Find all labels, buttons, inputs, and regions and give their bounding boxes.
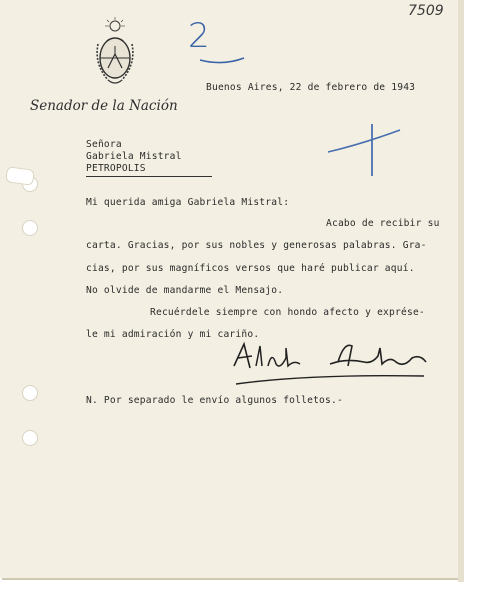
body-line: No olvide de mandarme el Mensajo. — [86, 285, 284, 296]
page-edge — [458, 0, 464, 582]
body-line: Recuérdele siempre con hondo afecto y exprése- — [150, 307, 425, 318]
date-line: Buenos Aires, 22 de febrero de 1943 — [206, 82, 416, 93]
letterhead-office: Senador de la Nación — [30, 98, 178, 114]
pencil-stroke-icon — [198, 44, 248, 68]
body-line: le mi admiración y mi cariño. — [86, 329, 260, 340]
body-line: carta. Gracias, por sus nobles y generosas palabras. Gra- — [86, 240, 427, 251]
postscript: N. Por separado le envío algunos folletos.- — [86, 395, 343, 406]
archive-number: 7509 — [408, 3, 444, 19]
body-line: cias, por sus magníficos versos que haré publicar aquí. — [86, 263, 415, 274]
recipient-name: Gabriela Mistral — [86, 151, 182, 162]
salutation: Mi querida amiga Gabriela Mistral: — [86, 197, 290, 208]
cross-mark-icon — [322, 120, 412, 180]
recipient-title: Señora — [86, 139, 122, 150]
pencil-number-mark: 2 — [188, 16, 210, 56]
body-line: Acabo de recibir su — [326, 218, 440, 229]
punch-hole — [22, 430, 38, 446]
punch-hole — [22, 385, 38, 401]
recipient-underline — [86, 176, 212, 177]
recipient-city: PETROPOLIS — [86, 163, 146, 174]
coat-of-arms-emblem — [94, 16, 136, 90]
signature — [228, 336, 438, 392]
punch-hole — [22, 220, 38, 236]
